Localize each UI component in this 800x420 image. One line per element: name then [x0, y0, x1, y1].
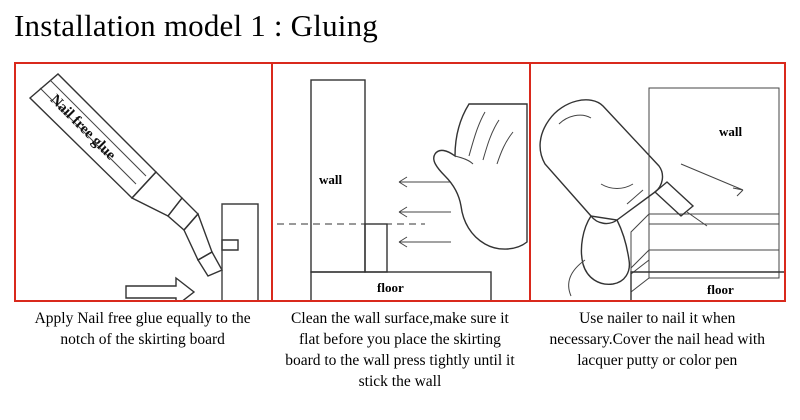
panel-step-3: [529, 62, 786, 410]
page-title: Installation model 1 : Gluing: [14, 8, 378, 43]
wall-label: wall: [319, 172, 343, 187]
arrow-right-icon: [126, 278, 194, 302]
panel-step-1: [14, 62, 271, 410]
panel-1-figure: [14, 62, 271, 302]
wall-pressing-illustration: [273, 64, 528, 302]
nailing-illustration: [531, 64, 786, 302]
wall-label: wall: [718, 124, 742, 139]
arrow-left-icon: [399, 177, 451, 247]
glue-application-illustration: [16, 64, 271, 302]
wall-icon: [631, 88, 779, 274]
panel-1-caption: Apply Nail free glue equally to the notch of the skirting board: [34, 310, 251, 348]
panel-3-figure: [529, 62, 786, 302]
floor-label: floor: [706, 282, 734, 297]
glue-tube-icon: [30, 74, 222, 276]
panel-2-caption: Clean the wall surface,make sure it flat before you place the skirting board to the wall press tightly until it stick the wall: [285, 310, 515, 390]
skirting-board-icon: [631, 214, 779, 292]
wall-icon: [311, 80, 365, 272]
nail-gun-icon: [540, 100, 743, 296]
panel-row: [14, 62, 786, 410]
panel-3-caption: Use nailer to nail it when necessary.Cover the nail head with lacquer putty or color pen: [549, 310, 765, 369]
skirting-board-icon: [222, 204, 258, 302]
floor-icon: [311, 272, 491, 302]
skirting-board-icon: [365, 224, 387, 272]
panel-step-2: [271, 62, 528, 410]
hand-pressing-icon: [434, 104, 527, 249]
panel-2-figure: [271, 62, 528, 302]
glue-tube-label: Nail free glue: [46, 91, 119, 164]
floor-icon: [631, 272, 786, 302]
floor-label: floor: [377, 280, 405, 295]
